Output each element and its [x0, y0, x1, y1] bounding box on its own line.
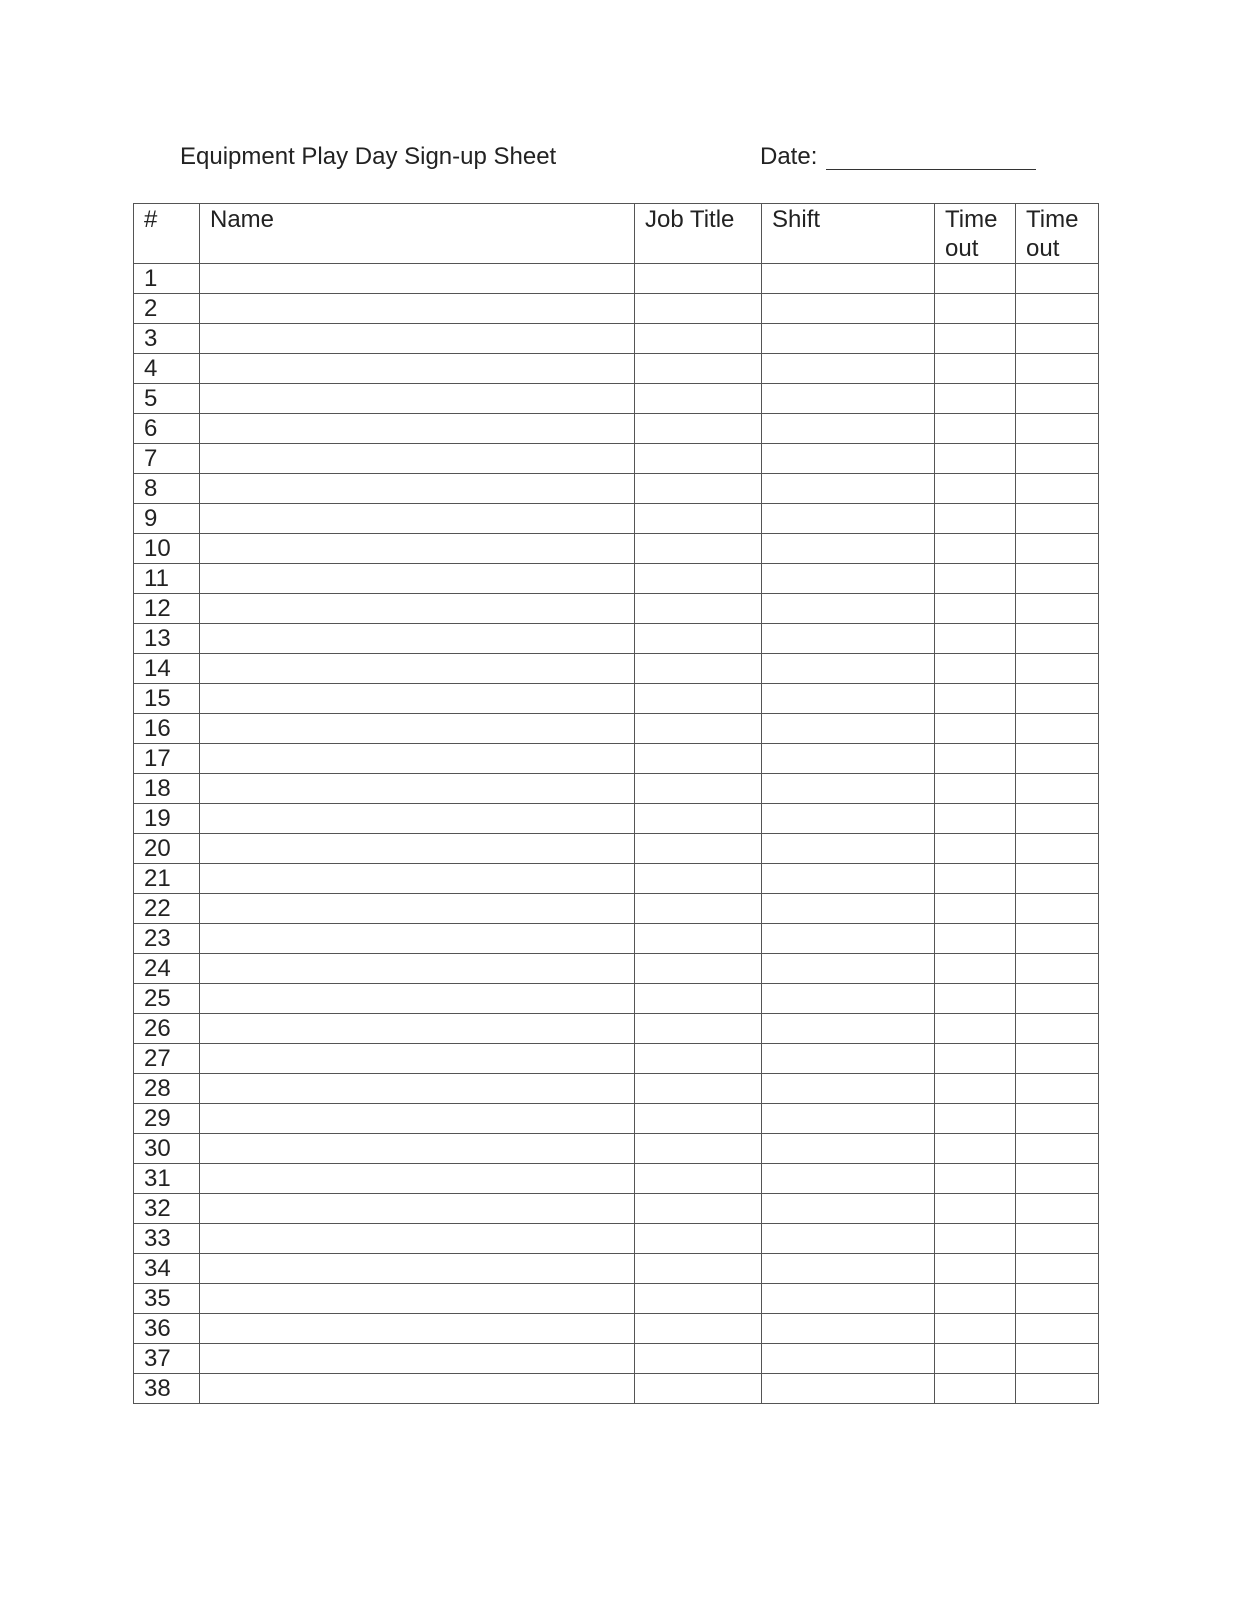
time-out-cell-1[interactable]: [935, 474, 1016, 504]
time-out-cell-1[interactable]: [935, 1194, 1016, 1224]
row-number: 36: [134, 1314, 200, 1344]
time-out-cell-1[interactable]: [935, 924, 1016, 954]
table-row: [134, 894, 1099, 924]
name-cell[interactable]: [200, 1134, 635, 1164]
name-cell[interactable]: [200, 654, 635, 684]
job-title-cell[interactable]: [635, 1074, 762, 1104]
job-title-cell[interactable]: [635, 564, 762, 594]
job-title-cell[interactable]: [635, 1194, 762, 1224]
time-out-cell-1[interactable]: [935, 594, 1016, 624]
name-cell[interactable]: [200, 384, 635, 414]
row-number: 1: [134, 264, 200, 294]
time-out-cell-2[interactable]: [1016, 1044, 1099, 1074]
column-header-job-title: Job Title: [635, 204, 762, 264]
time-out-cell-1[interactable]: [935, 1284, 1016, 1314]
row-number: 35: [134, 1284, 200, 1314]
row-number: 20: [134, 834, 200, 864]
name-cell[interactable]: [200, 414, 635, 444]
time-out-cell-1[interactable]: [935, 954, 1016, 984]
table-row: [134, 1194, 1099, 1224]
table-row: [134, 354, 1099, 384]
table-row: [134, 624, 1099, 654]
job-title-cell[interactable]: [635, 1254, 762, 1284]
row-number: 2: [134, 294, 200, 324]
table-row: [134, 1284, 1099, 1314]
row-number: 18: [134, 774, 200, 804]
time-out-cell-2[interactable]: [1016, 1374, 1099, 1404]
row-number: 10: [134, 534, 200, 564]
job-title-cell[interactable]: [635, 624, 762, 654]
row-number: 12: [134, 594, 200, 624]
shift-cell[interactable]: [762, 414, 935, 444]
job-title-cell[interactable]: [635, 444, 762, 474]
time-out-cell-1[interactable]: [935, 1314, 1016, 1344]
name-cell[interactable]: [200, 1164, 635, 1194]
time-out-cell-2[interactable]: [1016, 384, 1099, 414]
row-number: 14: [134, 654, 200, 684]
shift-cell[interactable]: [762, 1344, 935, 1374]
shift-cell[interactable]: [762, 654, 935, 684]
row-number: 4: [134, 354, 200, 384]
name-cell[interactable]: [200, 1104, 635, 1134]
job-title-cell[interactable]: [635, 504, 762, 534]
time-out-cell-1[interactable]: [935, 324, 1016, 354]
name-cell[interactable]: [200, 834, 635, 864]
time-out-cell-2[interactable]: [1016, 714, 1099, 744]
table-row: [134, 1254, 1099, 1284]
time-out-cell-2[interactable]: [1016, 1164, 1099, 1194]
job-title-cell[interactable]: [635, 1134, 762, 1164]
time-out-cell-1[interactable]: [935, 834, 1016, 864]
name-cell[interactable]: [200, 864, 635, 894]
shift-cell[interactable]: [762, 1314, 935, 1344]
shift-cell[interactable]: [762, 1074, 935, 1104]
table-row: [134, 504, 1099, 534]
row-number: 15: [134, 684, 200, 714]
time-out-cell-1[interactable]: [935, 1134, 1016, 1164]
time-out-cell-1[interactable]: [935, 384, 1016, 414]
time-out-cell-1[interactable]: [935, 1374, 1016, 1404]
row-number: 30: [134, 1134, 200, 1164]
shift-cell[interactable]: [762, 624, 935, 654]
job-title-cell[interactable]: [635, 744, 762, 774]
name-cell[interactable]: [200, 1254, 635, 1284]
column-header-time-out-1: Time out: [935, 204, 1016, 264]
name-cell[interactable]: [200, 594, 635, 624]
name-cell[interactable]: [200, 444, 635, 474]
name-cell[interactable]: [200, 774, 635, 804]
job-title-cell[interactable]: [635, 384, 762, 414]
name-cell[interactable]: [200, 954, 635, 984]
job-title-cell[interactable]: [635, 684, 762, 714]
shift-cell[interactable]: [762, 1284, 935, 1314]
row-number: 21: [134, 864, 200, 894]
shift-cell[interactable]: [762, 1164, 935, 1194]
time-out-cell-1[interactable]: [935, 1044, 1016, 1074]
row-number: 29: [134, 1104, 200, 1134]
shift-cell[interactable]: [762, 534, 935, 564]
table-row: [134, 984, 1099, 1014]
shift-cell[interactable]: [762, 714, 935, 744]
table-row: [134, 714, 1099, 744]
row-number: 34: [134, 1254, 200, 1284]
table-row: [134, 324, 1099, 354]
row-number: 8: [134, 474, 200, 504]
time-out-cell-1[interactable]: [935, 714, 1016, 744]
time-out-cell-2[interactable]: [1016, 354, 1099, 384]
shift-cell[interactable]: [762, 834, 935, 864]
shift-cell[interactable]: [762, 1224, 935, 1254]
name-cell[interactable]: [200, 294, 635, 324]
time-out-cell-2[interactable]: [1016, 1074, 1099, 1104]
table-row: [134, 1164, 1099, 1194]
name-cell[interactable]: [200, 1194, 635, 1224]
time-out-cell-1[interactable]: [935, 804, 1016, 834]
time-out-cell-2[interactable]: [1016, 324, 1099, 354]
row-number: 6: [134, 414, 200, 444]
table-row: [134, 1104, 1099, 1134]
row-number: 13: [134, 624, 200, 654]
table-row: [134, 1344, 1099, 1374]
column-header-name: Name: [200, 204, 635, 264]
time-out-cell-2[interactable]: [1016, 1224, 1099, 1254]
shift-cell[interactable]: [762, 594, 935, 624]
row-number: 28: [134, 1074, 200, 1104]
time-out-cell-1[interactable]: [935, 414, 1016, 444]
shift-cell[interactable]: [762, 1194, 935, 1224]
name-cell[interactable]: [200, 804, 635, 834]
row-number: 32: [134, 1194, 200, 1224]
shift-cell[interactable]: [762, 1254, 935, 1284]
time-out-cell-1[interactable]: [935, 894, 1016, 924]
time-out-cell-2[interactable]: [1016, 654, 1099, 684]
shift-cell[interactable]: [762, 954, 935, 984]
name-cell[interactable]: [200, 1014, 635, 1044]
time-out-cell-1[interactable]: [935, 354, 1016, 384]
job-title-cell[interactable]: [635, 354, 762, 384]
time-out-cell-2[interactable]: [1016, 834, 1099, 864]
time-out-cell-1[interactable]: [935, 1014, 1016, 1044]
job-title-cell[interactable]: [635, 1314, 762, 1344]
shift-cell[interactable]: [762, 504, 935, 534]
row-number: 23: [134, 924, 200, 954]
time-out-cell-2[interactable]: [1016, 564, 1099, 594]
time-out-cell-2[interactable]: [1016, 954, 1099, 984]
shift-cell[interactable]: [762, 894, 935, 924]
time-out-cell-1[interactable]: [935, 774, 1016, 804]
name-cell[interactable]: [200, 564, 635, 594]
time-out-cell-2[interactable]: [1016, 804, 1099, 834]
row-number: 16: [134, 714, 200, 744]
time-out-cell-2[interactable]: [1016, 684, 1099, 714]
table-body: [134, 264, 1099, 1404]
name-cell[interactable]: [200, 1044, 635, 1074]
date-blank-line: [826, 169, 1036, 170]
row-number: 37: [134, 1344, 200, 1374]
name-cell[interactable]: [200, 1224, 635, 1254]
shift-cell[interactable]: [762, 684, 935, 714]
name-cell[interactable]: [200, 1284, 635, 1314]
job-title-cell[interactable]: [635, 654, 762, 684]
job-title-cell[interactable]: [635, 534, 762, 564]
shift-cell[interactable]: [762, 804, 935, 834]
sign-up-table: [133, 203, 1099, 1404]
row-number: 19: [134, 804, 200, 834]
shift-cell[interactable]: [762, 924, 935, 954]
job-title-cell[interactable]: [635, 774, 762, 804]
table-row: [134, 594, 1099, 624]
table-row: [134, 1014, 1099, 1044]
name-cell[interactable]: [200, 924, 635, 954]
time-out-cell-1[interactable]: [935, 1344, 1016, 1374]
time-out-cell-1[interactable]: [935, 744, 1016, 774]
job-title-cell[interactable]: [635, 924, 762, 954]
time-out-cell-1[interactable]: [935, 624, 1016, 654]
job-title-cell[interactable]: [635, 1014, 762, 1044]
time-out-cell-2[interactable]: [1016, 594, 1099, 624]
table-row: [134, 744, 1099, 774]
time-out-cell-2[interactable]: [1016, 924, 1099, 954]
table-row: [134, 924, 1099, 954]
shift-cell[interactable]: [762, 474, 935, 504]
time-out-cell-1[interactable]: [935, 294, 1016, 324]
time-out-cell-2[interactable]: [1016, 504, 1099, 534]
sheet-title: Equipment Play Day Sign-up Sheet: [180, 143, 557, 170]
table-row: [134, 534, 1099, 564]
row-number: 11: [134, 564, 200, 594]
job-title-cell[interactable]: [635, 294, 762, 324]
shift-cell[interactable]: [762, 384, 935, 414]
time-out-cell-2[interactable]: [1016, 864, 1099, 894]
row-number: 7: [134, 444, 200, 474]
time-out-cell-2[interactable]: [1016, 744, 1099, 774]
name-cell[interactable]: [200, 894, 635, 924]
name-cell[interactable]: [200, 1374, 635, 1404]
job-title-cell[interactable]: [635, 1104, 762, 1134]
time-out-cell-2[interactable]: [1016, 774, 1099, 804]
name-cell[interactable]: [200, 354, 635, 384]
job-title-cell[interactable]: [635, 894, 762, 924]
table-row: [134, 444, 1099, 474]
name-cell[interactable]: [200, 504, 635, 534]
shift-cell[interactable]: [762, 1014, 935, 1044]
name-cell[interactable]: [200, 744, 635, 774]
time-out-cell-2[interactable]: [1016, 264, 1099, 294]
table-row: [134, 954, 1099, 984]
time-out-cell-2[interactable]: [1016, 1254, 1099, 1284]
time-out-cell-1[interactable]: [935, 504, 1016, 534]
column-header-number: #: [134, 204, 200, 264]
date-label: Date:: [760, 143, 818, 170]
row-number: 17: [134, 744, 200, 774]
time-out-cell-1[interactable]: [935, 654, 1016, 684]
job-title-cell[interactable]: [635, 1374, 762, 1404]
job-title-cell[interactable]: [635, 1044, 762, 1074]
name-cell[interactable]: [200, 264, 635, 294]
table-row: [134, 1074, 1099, 1104]
shift-cell[interactable]: [762, 1134, 935, 1164]
job-title-cell[interactable]: [635, 1284, 762, 1314]
table-row: [134, 1134, 1099, 1164]
table-row: [134, 264, 1099, 294]
table-row: [134, 1224, 1099, 1254]
job-title-cell[interactable]: [635, 1344, 762, 1374]
shift-cell[interactable]: [762, 354, 935, 384]
name-cell[interactable]: [200, 534, 635, 564]
table-row: [134, 684, 1099, 714]
name-cell[interactable]: [200, 474, 635, 504]
table-row: [134, 414, 1099, 444]
shift-cell[interactable]: [762, 774, 935, 804]
job-title-cell[interactable]: [635, 984, 762, 1014]
table-row: [134, 1314, 1099, 1344]
table-row: [134, 1374, 1099, 1404]
table-row: [134, 774, 1099, 804]
time-out-cell-2[interactable]: [1016, 444, 1099, 474]
table-header-row: [134, 204, 1099, 264]
name-cell[interactable]: [200, 714, 635, 744]
job-title-cell[interactable]: [635, 474, 762, 504]
job-title-cell[interactable]: [635, 594, 762, 624]
table-row: [134, 1044, 1099, 1074]
time-out-cell-2[interactable]: [1016, 1314, 1099, 1344]
time-out-cell-2[interactable]: [1016, 534, 1099, 564]
table-row: [134, 834, 1099, 864]
job-title-cell[interactable]: [635, 1224, 762, 1254]
time-out-cell-2[interactable]: [1016, 294, 1099, 324]
shift-cell[interactable]: [762, 264, 935, 294]
job-title-cell[interactable]: [635, 804, 762, 834]
shift-cell[interactable]: [762, 1044, 935, 1074]
table-row: [134, 474, 1099, 504]
time-out-cell-1[interactable]: [935, 1224, 1016, 1254]
time-out-cell-2[interactable]: [1016, 474, 1099, 504]
job-title-cell[interactable]: [635, 834, 762, 864]
time-out-cell-1[interactable]: [935, 444, 1016, 474]
row-number: 3: [134, 324, 200, 354]
name-cell[interactable]: [200, 324, 635, 354]
row-number: 24: [134, 954, 200, 984]
time-out-cell-1[interactable]: [935, 534, 1016, 564]
job-title-cell[interactable]: [635, 714, 762, 744]
table-row: [134, 654, 1099, 684]
row-number: 31: [134, 1164, 200, 1194]
job-title-cell[interactable]: [635, 1164, 762, 1194]
row-number: 27: [134, 1044, 200, 1074]
time-out-cell-2[interactable]: [1016, 984, 1099, 1014]
shift-cell[interactable]: [762, 1374, 935, 1404]
row-number: 38: [134, 1374, 200, 1404]
time-out-cell-1[interactable]: [935, 1254, 1016, 1284]
table-row: [134, 804, 1099, 834]
job-title-cell[interactable]: [635, 954, 762, 984]
name-cell[interactable]: [200, 984, 635, 1014]
time-out-cell-2[interactable]: [1016, 1284, 1099, 1314]
time-out-cell-2[interactable]: [1016, 894, 1099, 924]
job-title-cell[interactable]: [635, 414, 762, 444]
row-number: 9: [134, 504, 200, 534]
time-out-cell-2[interactable]: [1016, 624, 1099, 654]
time-out-cell-2[interactable]: [1016, 1104, 1099, 1134]
column-header-time-out-2: Time out: [1016, 204, 1099, 264]
time-out-cell-2[interactable]: [1016, 1014, 1099, 1044]
time-out-cell-2[interactable]: [1016, 1134, 1099, 1164]
shift-cell[interactable]: [762, 984, 935, 1014]
shift-cell[interactable]: [762, 744, 935, 774]
row-number: 26: [134, 1014, 200, 1044]
time-out-cell-1[interactable]: [935, 564, 1016, 594]
row-number: 22: [134, 894, 200, 924]
time-out-cell-2[interactable]: [1016, 1344, 1099, 1374]
name-cell[interactable]: [200, 1344, 635, 1374]
name-cell[interactable]: [200, 1314, 635, 1344]
table-row: [134, 564, 1099, 594]
job-title-cell[interactable]: [635, 324, 762, 354]
time-out-cell-1[interactable]: [935, 984, 1016, 1014]
time-out-cell-1[interactable]: [935, 864, 1016, 894]
table-row: [134, 294, 1099, 324]
shift-cell[interactable]: [762, 294, 935, 324]
time-out-cell-1[interactable]: [935, 1104, 1016, 1134]
time-out-cell-2[interactable]: [1016, 1194, 1099, 1224]
time-out-cell-1[interactable]: [935, 1074, 1016, 1104]
shift-cell[interactable]: [762, 564, 935, 594]
name-cell[interactable]: [200, 684, 635, 714]
time-out-cell-1[interactable]: [935, 684, 1016, 714]
table-row: [134, 864, 1099, 894]
column-header-shift: Shift: [762, 204, 935, 264]
time-out-cell-2[interactable]: [1016, 414, 1099, 444]
name-cell[interactable]: [200, 624, 635, 654]
time-out-cell-1[interactable]: [935, 264, 1016, 294]
shift-cell[interactable]: [762, 324, 935, 354]
shift-cell[interactable]: [762, 1104, 935, 1134]
shift-cell[interactable]: [762, 864, 935, 894]
shift-cell[interactable]: [762, 444, 935, 474]
job-title-cell[interactable]: [635, 864, 762, 894]
row-number: 33: [134, 1224, 200, 1254]
time-out-cell-1[interactable]: [935, 1164, 1016, 1194]
table-row: [134, 384, 1099, 414]
job-title-cell[interactable]: [635, 264, 762, 294]
row-number: 5: [134, 384, 200, 414]
name-cell[interactable]: [200, 1074, 635, 1104]
row-number: 25: [134, 984, 200, 1014]
